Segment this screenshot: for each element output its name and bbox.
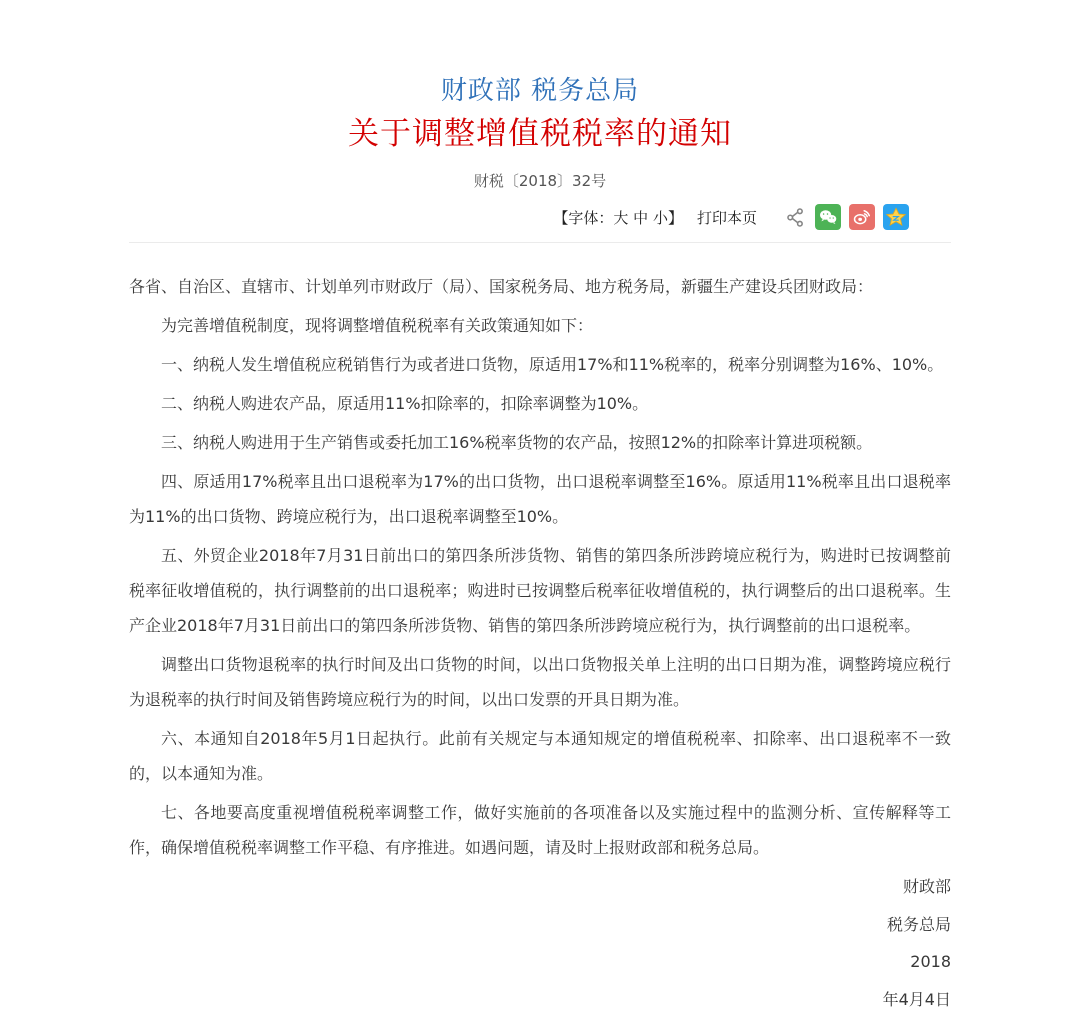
paragraph-article-7: 七、各地要高度重视增值税税率调整工作，做好实施前的各项准备以及实施过程中的监测分析、宣传解释等工作，确保增值税税率调整工作平稳、有序推进。如遇问题，请及时上报财政部和税务总局。 <box>129 803 951 858</box>
signature-agency-1: 财政部 <box>902 877 951 897</box>
signature-agency-2: 税务总局 <box>886 914 951 934</box>
paragraph-intro: 为完善增值税制度，现将调整增值税税率有关政策通知如下： <box>161 316 594 336</box>
paragraph-article-6: 六、本通知自2018年5月1日起执行。此前有关规定与本通知规定的增值税税率、扣除率、出口退税率不一致的，以本通知为准。 <box>129 729 951 784</box>
paragraph-article-2: 二、纳税人购进农产品，原适用11%扣除率的，扣除率调整为10%。 <box>161 394 649 414</box>
page-title: 关于调整增值税税率的通知 <box>348 116 732 153</box>
weibo-icon[interactable] <box>849 204 875 230</box>
share-icon[interactable] <box>783 204 807 230</box>
notice-body <box>129 269 951 1017</box>
paragraph-article-4: 四、原适用17%税率且出口退税率为17%的出口货物，出口退税率调整至16%。原适用11%税率且出口退税率为11%的出口货物、跨境应税行为，出口退税率调整至10%。 <box>129 472 951 527</box>
toolbar <box>129 204 951 230</box>
wechat-icon[interactable] <box>815 204 841 230</box>
font-size-label-close: 】 <box>667 208 683 227</box>
font-size-label: 【字体： <box>553 208 614 227</box>
salutation: 各省、自治区、直辖市、计划单列市财政厅（局）、国家税务局、地方税务局，新疆生产建设兵团财政局： <box>129 277 874 297</box>
print-page-button[interactable]: 打印本页 <box>696 208 757 227</box>
font-size-medium-button[interactable]: 中 <box>633 208 649 227</box>
paragraph-article-3: 三、纳税人购进用于生产销售或委托加工16%税率货物的农产品，按照12%的扣除率计算进项税额。 <box>161 433 873 453</box>
signature-date-day: 年4月4日 <box>882 989 951 1009</box>
signature-date-year: 2018 <box>910 952 951 972</box>
paragraph-article-1: 一、纳税人发生增值税应税销售行为或者进口货物，原适用17%和11%税率的，税率分别调整为16%、10%。 <box>161 355 944 375</box>
share-buttons <box>783 204 909 230</box>
doc-number: 财税〔2018〕32号 <box>473 172 607 191</box>
font-size-control <box>553 207 683 228</box>
font-size-large-button[interactable]: 大 <box>613 208 629 227</box>
signature-block <box>129 869 951 1017</box>
header-divider <box>129 242 951 243</box>
favorite-star-icon[interactable] <box>883 204 909 230</box>
agency-title: 财政部 税务总局 <box>440 76 640 106</box>
notice-page <box>129 0 951 1017</box>
font-size-small-button[interactable]: 小 <box>652 208 668 227</box>
paragraph-article-5: 五、外贸企业2018年7月31日前出口的第四条所涉货物、销售的第四条所涉跨境应税行为，购进时已按调整前税率征收增值税的，执行调整前的出口退税率；购进时已按调整后税率征收增值税的，执行调整后的出口退税率。生产企业2018年7月31日前出口的第四条所涉货物、销售的第四条所涉跨境应税行为，执行调整前的出口退税率。 <box>129 546 951 636</box>
paragraph-article-5-supplement: 调整出口货物退税率的执行时间及出口货物的时间，以出口货物报关单上注明的出口日期为准，调整跨境应税行为退税率的执行时间及销售跨境应税行为的时间，以出口发票的开具日期为准。 <box>129 655 951 710</box>
